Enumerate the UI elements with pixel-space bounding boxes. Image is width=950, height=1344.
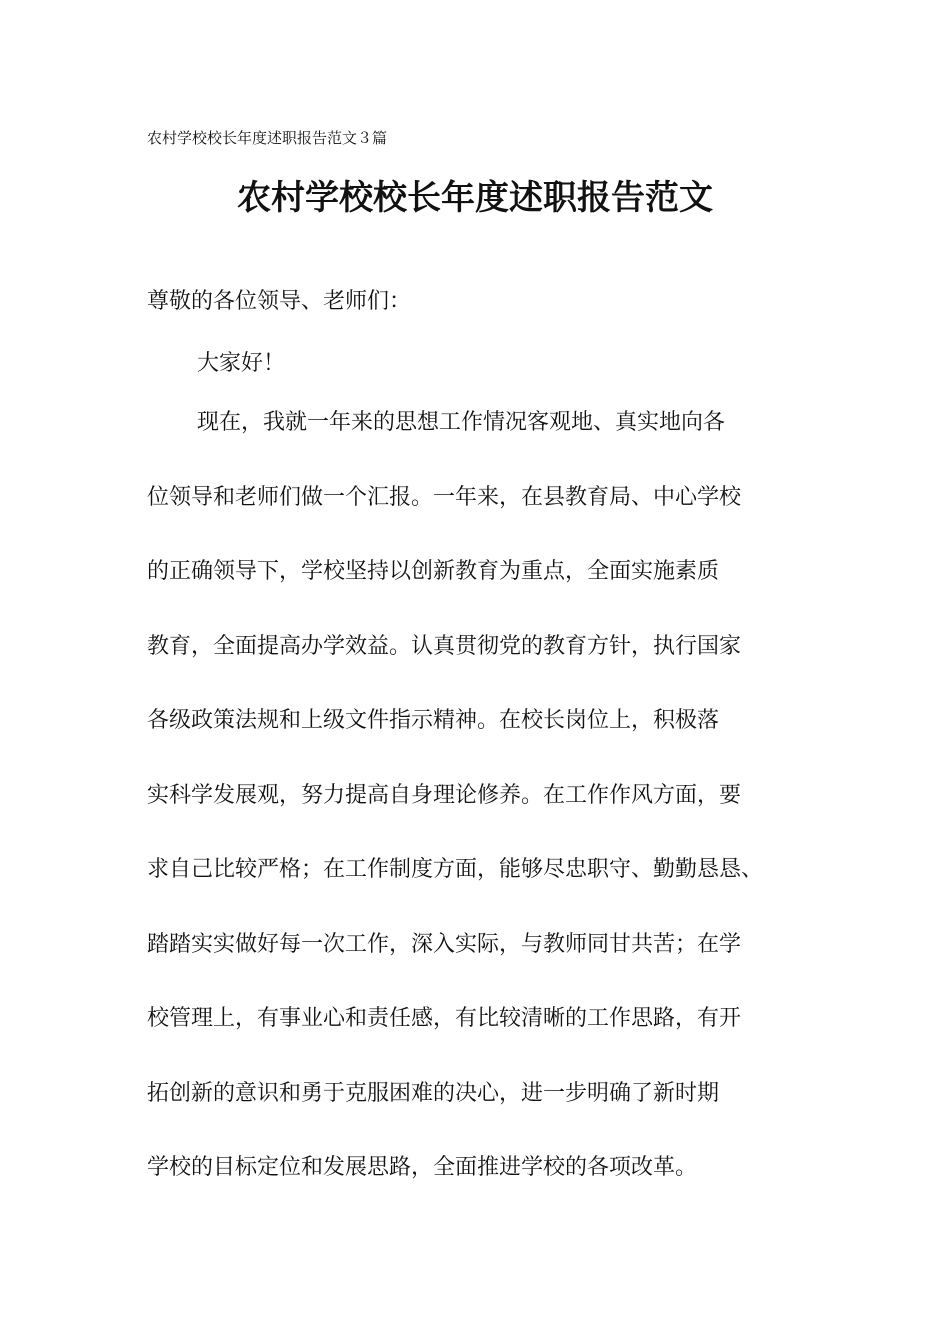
- body-line: 踏踏实实做好每一次工作，深入实际，与教师同甘共苦；在学: [147, 931, 742, 957]
- body-line: 校管理上，有事业心和责任感，有比较清晰的工作思路，有开: [147, 1006, 742, 1031]
- body-line: 求自己比较严格；在工作制度方面，能够尽忠职守、勤勤恳恳、: [147, 857, 764, 882]
- document-header-line: 农村学校校长年度述职报告范文３篇: [147, 129, 388, 147]
- salutation: 尊敬的各位领导、老师们：: [147, 289, 412, 314]
- body-line: 学校的目标定位和发展思路，全面推进学校的各项改革。: [147, 1155, 698, 1180]
- body-line: 拓创新的意识和勇于克服困难的决心，进一步明确了新时期: [147, 1080, 720, 1106]
- body-paragraph: [147, 405, 827, 1225]
- body-line: 位领导和老师们做一个汇报。一年来，在县教育局、中心学校: [147, 484, 742, 510]
- greeting: 大家好！: [197, 351, 286, 376]
- body-line: 教育，全面提高办学效益。认真贯彻党的教育方针，执行国家: [147, 633, 742, 659]
- body-line: 的正确领导下，学校坚持以创新教育为重点，全面实施素质: [147, 559, 720, 584]
- body-line: 实科学发展观，努力提高自身理论修养。在工作作风方面，要: [147, 782, 742, 808]
- body-line: 现在，我就一年来的思想工作情况客观地、真实地向各: [197, 410, 726, 435]
- document-title: 农村学校校长年度述职报告范文: [237, 178, 713, 218]
- body-line: 各级政策法规和上级文件指示精神。在校长岗位上，积极落: [147, 708, 720, 733]
